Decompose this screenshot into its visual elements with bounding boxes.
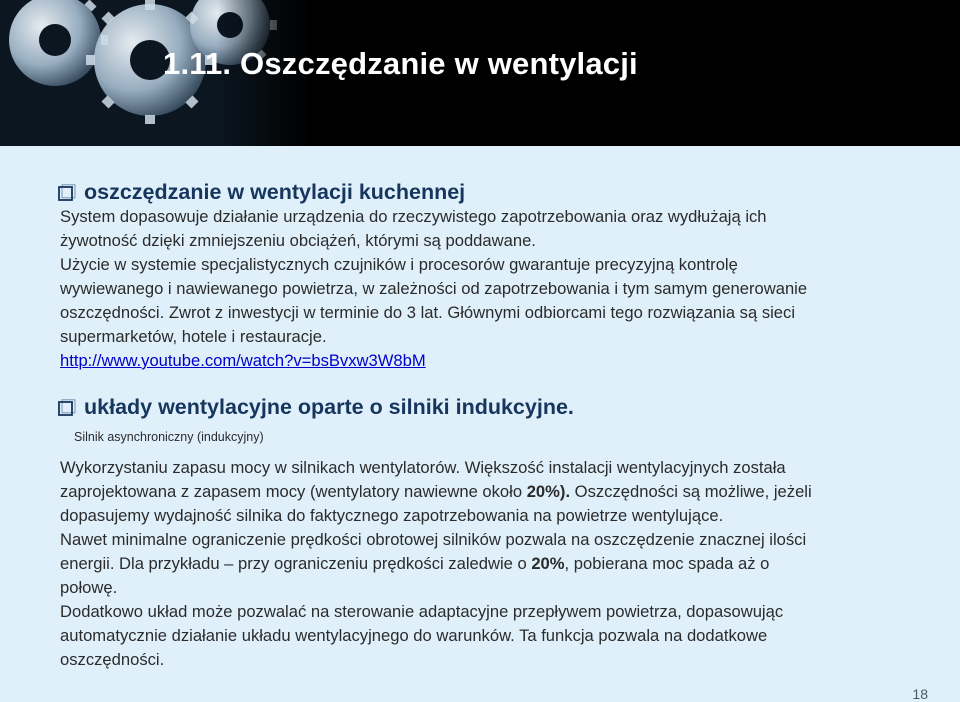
paragraph-line: System dopasowuje działanie urządzenia do rzeczywistego zapotrzebowania oraz wydłużają ich: [60, 207, 767, 226]
slide-number: 18: [912, 686, 928, 702]
paragraph-line: oszczędności.: [60, 650, 165, 669]
paragraph-line: oszczędności. Zwrot z inwestycji w terminie do 3 lat. Głównymi odbiorcami tego rozwiązania są sieci: [60, 303, 796, 322]
paragraph-line: dopasujemy wydajność silnika do faktycznego zapotrzebowania na powietrze wentylujące.: [60, 506, 724, 525]
text-run: , pobierana moc spada aż o: [564, 554, 770, 573]
paragraph-line: [60, 480, 920, 504]
motor-subtitle: Silnik asynchroniczny (indukcyjny): [74, 430, 264, 444]
paragraph-line: Użycie w systemie specjalistycznych czujników i procesorów gwarantuje precyzyjną kontrolę: [60, 255, 738, 274]
paragraph-line: Nawet minimalne ograniczenie prędkości obrotowej silników pozwala na oszczędzenie znacznej ilości: [60, 530, 807, 549]
section-heading-text: oszczędzanie w wentylacji kuchennej: [84, 180, 466, 204]
checkbox-square-icon: [58, 399, 76, 417]
paragraph-line: Wykorzystaniu zapasu mocy w silnikach wentylatorów. Większość instalacji wentylacyjnych została: [60, 458, 786, 477]
checkbox-square-icon: [58, 184, 76, 202]
paragraph-line: połowę.: [60, 578, 118, 597]
slide-title: 1.11. Oszczędzanie w wentylacji: [163, 46, 638, 81]
bold-percent: 20%: [531, 554, 565, 573]
paragraph-line: żywotność dzięki zmniejszeniu obciążeń, którymi są poddawane.: [60, 231, 536, 250]
text-run: Oszczędności są możliwe, jeżeli: [570, 482, 812, 501]
paragraph-line: automatycznie działanie układu wentylacyjnego do warunków. Ta funkcja pozwala na dodatkowe: [60, 626, 768, 645]
paragraph-line: supermarketów, hotele i restauracje.: [60, 327, 327, 346]
youtube-link[interactable]: http://www.youtube.com/watch?v=bsBvxw3W8bM: [60, 351, 426, 370]
text-run: energii. Dla przykładu – przy ograniczeniu prędkości zaledwie o: [60, 554, 532, 573]
paragraph-line: [60, 552, 920, 576]
slide-content: [60, 180, 920, 672]
paragraph-line: wywiewanego i nawiewanego powietrza, w zależności od zapotrzebowania i tym samym generowanie: [60, 279, 808, 298]
slide-header: [0, 0, 960, 146]
paragraph-line: Dodatkowo układ może pozwalać na sterowanie adaptacyjne przepływem powietrza, dopasowując: [60, 602, 784, 621]
section-heading-text: układy wentylacyjne oparte o silniki indukcyjne.: [84, 395, 574, 419]
text-run: zaprojektowana z zapasem mocy (wentylatory nawiewne około: [60, 482, 527, 501]
bold-percent: 20%).: [526, 482, 571, 501]
section-heading-induction: [60, 395, 920, 420]
section-heading-kitchen: [60, 180, 920, 205]
